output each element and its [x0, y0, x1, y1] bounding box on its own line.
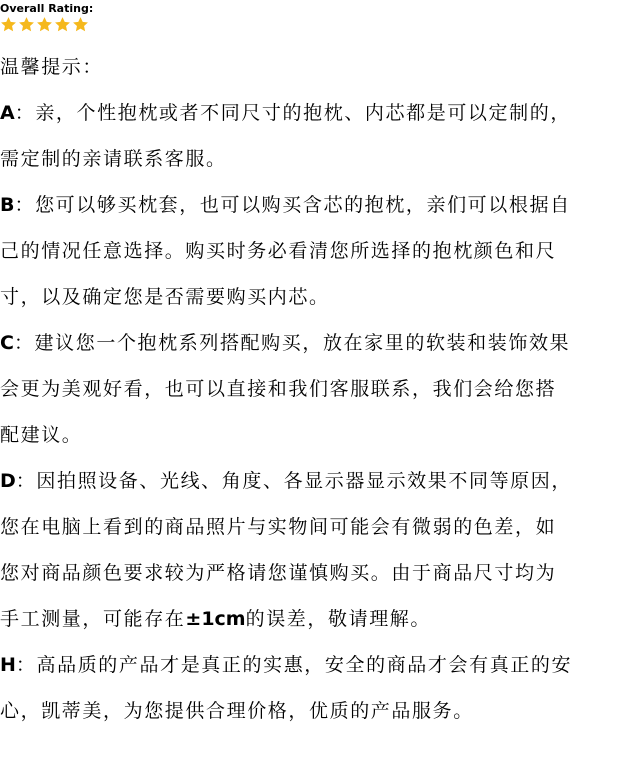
- star-icon: [72, 16, 89, 33]
- notice-item-b-line-3: 寸，以及确定您是否需要购买内芯。: [0, 286, 330, 308]
- item-text: ：高品质的产品才是真正的实惠，安全的商品才会有真正的安: [15, 654, 573, 676]
- star-icon: [0, 16, 17, 33]
- rating-stars: [0, 16, 93, 36]
- item-text: ：建议您一个抱枕系列搭配购买，放在家里的软装和装饰效果: [13, 332, 571, 354]
- star-icon: [18, 16, 35, 33]
- star-icon: [54, 16, 71, 33]
- notice-item-a-line-2: 需定制的亲请联系客服。: [0, 148, 227, 170]
- notice-item-a-line-1: [0, 90, 620, 136]
- notice-item-c-line-3: 配建议。: [0, 424, 83, 446]
- item-text: ：因拍照设备、光线、角度、各显示器显示效果不同等原因，: [15, 470, 572, 492]
- notice-item-d-line-2: 您在电脑上看到的商品照片与实物间可能会有微弱的色差，如: [0, 516, 557, 538]
- notice-item-d-line-1: [0, 458, 620, 504]
- tolerance-value: ±1cm: [185, 608, 246, 630]
- notice-item-c-line-1: [0, 320, 620, 366]
- item-label: A: [0, 102, 15, 124]
- rating-label: Overall Rating:: [0, 2, 94, 15]
- item-text: ：您可以够买枕套，也可以购买含芯的抱枕，亲们可以根据自: [14, 194, 571, 216]
- star-icon: [36, 16, 53, 33]
- notice-item-b-line-2: 己的情况任意选择。购买时务必看清您所选择的抱枕颜色和尺: [0, 240, 557, 262]
- item-label: D: [0, 470, 16, 492]
- item-text: 的误差，敬请理解。: [245, 608, 432, 630]
- notice-item-h-line-1: [0, 642, 620, 688]
- item-text: 手工测量，可能存在: [0, 608, 186, 630]
- item-label: C: [0, 332, 14, 354]
- item-text: ：亲，个性抱枕或者不同尺寸的抱枕、内芯都是可以定制的，: [14, 102, 571, 124]
- notice-item-d-line-3: 您对商品颜色要求较为严格请您谨慎购买。由于商品尺寸均为: [0, 562, 557, 584]
- overall-rating: [0, 2, 93, 36]
- notice-item-c-line-2: 会更为美观好看，也可以直接和我们客服联系，我们会给您搭: [0, 378, 557, 400]
- notice-item-d-line-4: [0, 596, 620, 642]
- item-label: H: [0, 654, 16, 676]
- notice-title: 温馨提示：: [0, 56, 104, 78]
- item-label: B: [0, 194, 15, 216]
- notice-item-h-line-2: 心，凯蒂美，为您提供合理价格，优质的产品服务。: [0, 700, 474, 722]
- notice-section: [0, 44, 620, 734]
- notice-item-b-line-1: [0, 182, 620, 228]
